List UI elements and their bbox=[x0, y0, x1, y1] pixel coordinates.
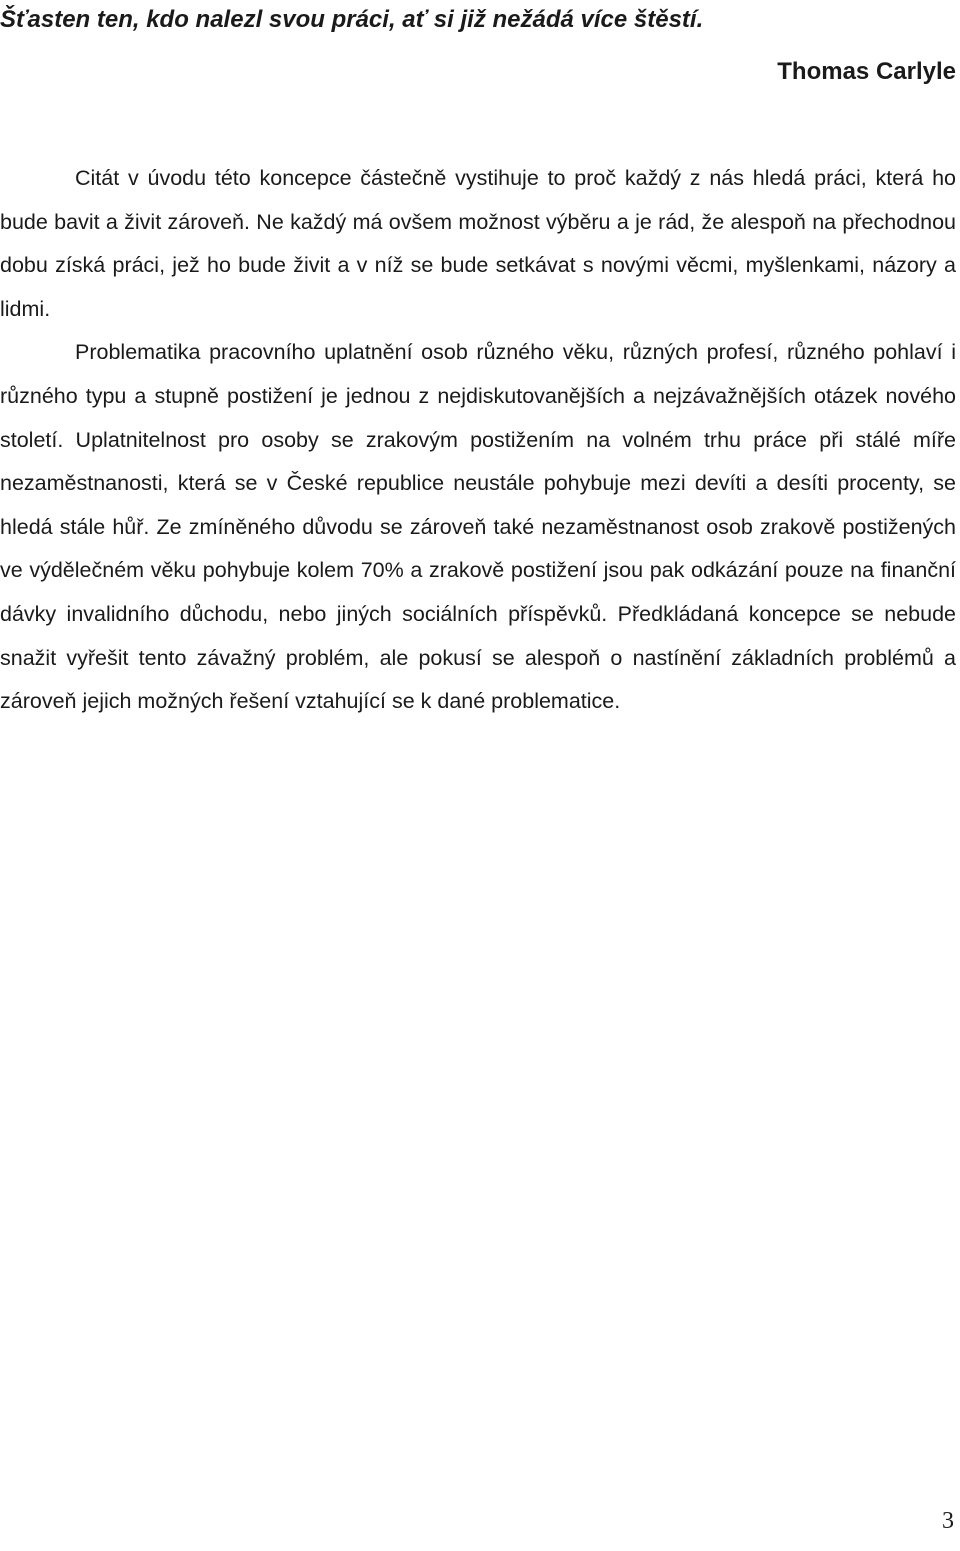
body-text bbox=[0, 157, 956, 724]
paragraph-intro: Citát v úvodu této koncepce částečně vystihuje to proč každý z nás hledá práci, která ho bude bavit a živit zároveň. Ne každý má ovšem možnost výběru a je rád, že alespoň na přechodnou dobu získá práci, jež ho bude živit a v níž se bude setkávat s novými věcmi, myšlenkami, názory a lidmi. bbox=[0, 166, 956, 321]
motto-quote: Šťasten ten, kdo nalezl svou práci, ať si již nežádá více štěstí. bbox=[0, 6, 704, 33]
motto-author: Thomas Carlyle bbox=[777, 58, 956, 85]
paragraph-problematika: Problematika pracovního uplatnění osob různého věku, různých profesí, různého pohlaví i různého typu a stupně postižení je jednou z nejdiskutovanějších a nejzávažnějších otázek nového století. Uplatnitelnost pro osoby se zrakovým postižením na volném trhu práce při stálé míře nezaměstnanosti, která se v České republice neustále pohybuje mezi devíti a desíti procenty, se hledá stále hůř. Ze zmíněného důvodu se zároveň také nezaměstnanost osob zrakově postižených ve výdělečném věku pohybuje kolem 70% a zrakově postižení jsou pak odkázání pouze na finanční dávky invalidního důchodu, nebo jiných sociálních příspěvků. Předkládaná koncepce se nebude snažit vyřešit tento závažný problém, ale pokusí se alespoň o nastínění základních problémů a zároveň jejich možných řešení vztahující se k dané problematice. bbox=[0, 340, 956, 714]
page-number: 3 bbox=[942, 1508, 954, 1534]
